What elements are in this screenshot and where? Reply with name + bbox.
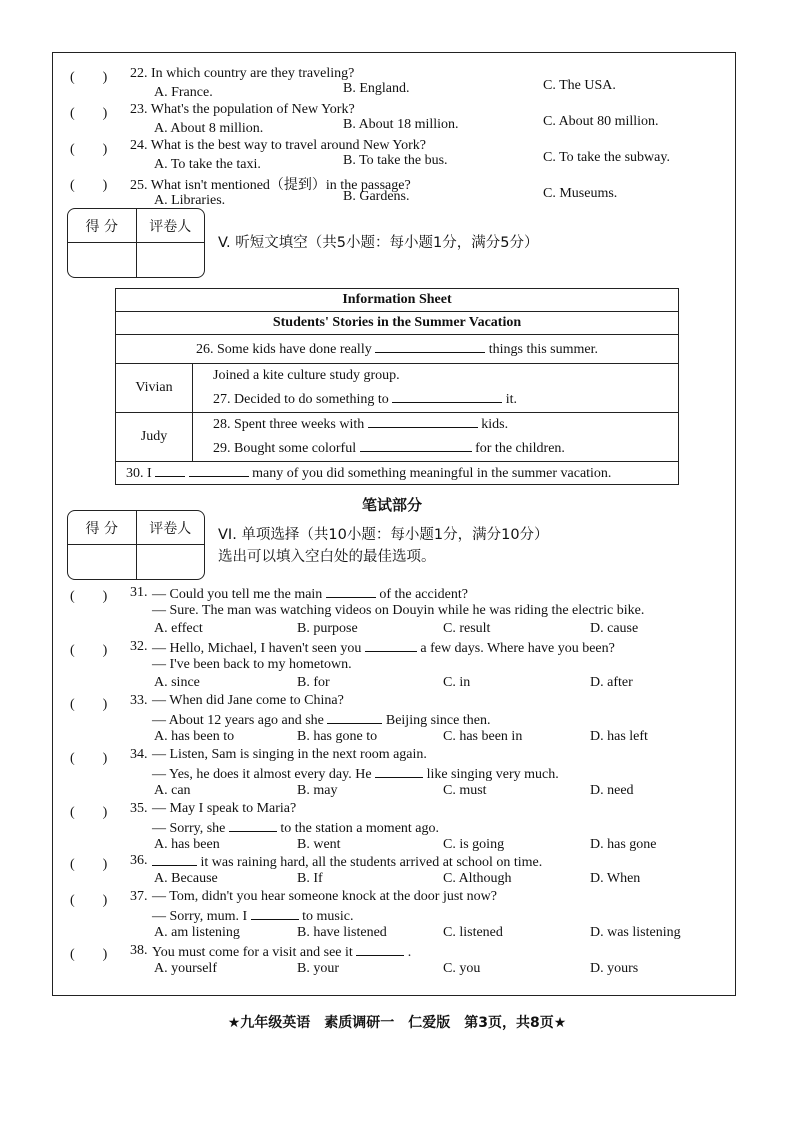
option-b[interactable]: B. Gardens.	[343, 189, 410, 204]
option-a[interactable]: A. Libraries.	[154, 193, 226, 208]
option-c[interactable]: C. must	[443, 783, 487, 798]
option-b[interactable]: B. purpose	[297, 621, 358, 636]
question-number: 32.	[130, 639, 148, 654]
option-c[interactable]: C. About 80 million.	[543, 114, 659, 129]
option-b[interactable]: B. If	[297, 871, 323, 886]
grader-cell[interactable]	[136, 545, 205, 580]
question-line2	[152, 711, 490, 729]
row-q28	[213, 413, 672, 437]
option-b[interactable]: B. your	[297, 961, 339, 976]
q28-blank[interactable]	[368, 415, 478, 428]
question-line1	[152, 747, 427, 763]
question-text-end: of the accident?	[379, 587, 468, 602]
answer-blank[interactable]	[251, 907, 299, 920]
q29-blank[interactable]	[360, 439, 472, 452]
vivian-details	[193, 364, 679, 413]
answer-bracket[interactable]: ( )	[70, 70, 108, 85]
option-d[interactable]: D. yours	[590, 961, 639, 976]
name-judy: Judy	[116, 413, 193, 462]
question-number: 33.	[130, 693, 148, 708]
question-number: 37.	[130, 889, 148, 904]
q28-text: 28. Spent three weeks with	[213, 417, 365, 432]
answer-blank[interactable]	[375, 765, 423, 778]
response-text: — I've been back to my hometown.	[152, 657, 352, 672]
grader-label: 评卷人	[136, 511, 205, 544]
option-c[interactable]: C. Museums.	[543, 186, 618, 201]
option-a[interactable]: A. yourself	[154, 961, 217, 976]
name-vivian: Vivian	[116, 364, 193, 413]
option-a[interactable]: A. To take the taxi.	[154, 157, 261, 172]
option-b[interactable]: B. went	[297, 837, 341, 852]
section6-title: VI. 单项选择（共10小题：每小题1分，满分10分）	[218, 527, 549, 543]
question-line2	[152, 907, 354, 925]
answer-bracket[interactable]: ( )	[70, 857, 108, 872]
option-a[interactable]: A. since	[154, 675, 200, 690]
question-text: — Listen, Sam is singing in the next room again.	[152, 747, 427, 762]
response-text: — Sorry, mum. I	[152, 909, 248, 924]
q26-text: 26. Some kids have done really	[195, 342, 372, 357]
option-c[interactable]: C. is going	[443, 837, 505, 852]
question-text-end: .	[407, 945, 412, 960]
section5-title: V. 听短文填空（共5小题：每小题1分，满分5分）	[218, 235, 539, 251]
option-c[interactable]: C. in	[443, 675, 471, 690]
option-d[interactable]: D. When	[590, 871, 641, 886]
q26-blank[interactable]	[375, 340, 485, 353]
answer-blank[interactable]	[326, 585, 376, 598]
answer-bracket[interactable]: ( )	[70, 643, 108, 658]
option-c[interactable]: C. has been in	[443, 729, 523, 744]
answer-blank[interactable]	[152, 853, 197, 866]
question-text: — Could you tell me the main	[152, 587, 323, 602]
q29-text: 29. Bought some colorful	[213, 441, 357, 456]
q27-blank[interactable]	[392, 390, 502, 403]
q30-blank-2[interactable]	[189, 464, 249, 477]
answer-bracket[interactable]: ( )	[70, 805, 108, 820]
option-a[interactable]: A. About 8 million.	[154, 121, 264, 136]
response-text: — About 12 years ago and she	[152, 713, 324, 728]
question-stem: 22. In which country are they traveling?	[130, 66, 355, 81]
option-d[interactable]: D. cause	[590, 621, 639, 636]
q29-text-end: for the children.	[475, 441, 565, 456]
answer-bracket[interactable]: ( )	[70, 697, 108, 712]
section6-instruction: 选出可以填入空白处的最佳选项。	[218, 549, 436, 565]
q26-text-end: things this summer.	[488, 342, 599, 357]
question-line1	[152, 889, 497, 905]
response-text: — Sorry, she	[152, 821, 226, 836]
option-b[interactable]: B. for	[297, 675, 330, 690]
question-text-end: it was raining hard, all the students arrived at school on time.	[200, 855, 543, 870]
answer-blank[interactable]	[356, 943, 404, 956]
option-b[interactable]: B. may	[297, 783, 338, 798]
question-stem: 23. What's the population of New York?	[130, 102, 355, 117]
question-line1	[152, 693, 344, 709]
q30-text-end: many of you did something meaningful in the summer vacation.	[252, 466, 612, 481]
question-line1	[152, 853, 542, 871]
question-line1	[152, 943, 411, 961]
option-a[interactable]: A. am listening	[154, 925, 240, 940]
option-b[interactable]: B. About 18 million.	[343, 117, 459, 132]
row-q30	[116, 462, 679, 485]
option-b[interactable]: B. has gone to	[297, 729, 378, 744]
option-d[interactable]: D. has gone	[590, 837, 657, 852]
q28-text-end: kids.	[481, 417, 509, 432]
information-sheet-table	[115, 288, 679, 485]
question-line2	[152, 819, 439, 837]
score-box-section6	[67, 510, 205, 580]
question-number: 35.	[130, 801, 148, 816]
response-text: — Sure. The man was watching videos on Douyin while he was riding the electric bike.	[152, 603, 645, 618]
question-line2	[152, 765, 559, 783]
question-number: 36.	[130, 853, 148, 868]
judy-details	[193, 413, 679, 462]
option-b[interactable]: B. England.	[343, 81, 410, 96]
q27-text: 27. Decided to do something to	[213, 392, 389, 407]
q27-text-end: it.	[505, 392, 518, 407]
question-stem: 25. What isn't mentioned（提到）in the passage?	[130, 178, 411, 193]
option-b[interactable]: B. have listened	[297, 925, 387, 940]
grader-cell[interactable]	[136, 243, 205, 278]
answer-bracket[interactable]: ( )	[70, 751, 108, 766]
answer-bracket[interactable]: ( )	[70, 893, 108, 908]
table-subtitle: Students' Stories in the Summer Vacation	[116, 312, 679, 335]
option-d[interactable]: D. need	[590, 783, 634, 798]
question-text: You must come for a visit and see it	[152, 945, 353, 960]
option-c[interactable]: C. result	[443, 621, 491, 636]
option-a[interactable]: A. effect	[154, 621, 203, 636]
question-text: — Hello, Michael, I haven't seen you	[152, 641, 362, 656]
row-q29	[213, 437, 672, 461]
question-text: — When did Jane come to China?	[152, 693, 344, 708]
row-q27	[213, 388, 672, 412]
option-c[interactable]: C. you	[443, 961, 481, 976]
option-d[interactable]: D. has left	[590, 729, 648, 744]
question-text: — May I speak to Maria?	[152, 801, 297, 816]
option-a[interactable]: A. can	[154, 783, 191, 798]
score-cell[interactable]	[68, 243, 136, 278]
option-c[interactable]: C. Although	[443, 871, 512, 886]
response-text: — Yes, he does it almost every day. He	[152, 767, 372, 782]
response-text-end: like singing very much.	[426, 767, 559, 782]
option-c[interactable]: C. listened	[443, 925, 503, 940]
q30-blank-1[interactable]	[155, 464, 185, 477]
score-box-section5	[67, 208, 205, 278]
score-cell[interactable]	[68, 545, 136, 580]
option-a[interactable]: A. France.	[154, 85, 213, 100]
q30-text: 30. I	[126, 466, 152, 481]
question-number: 38.	[130, 943, 148, 958]
question-line1	[152, 585, 468, 603]
answer-bracket[interactable]: ( )	[70, 589, 108, 604]
option-d[interactable]: D. was listening	[590, 925, 681, 940]
written-part-title: 笔试部分	[362, 496, 423, 514]
grader-label: 评卷人	[136, 209, 205, 242]
question-line1	[152, 639, 615, 657]
answer-bracket[interactable]: ( )	[70, 947, 108, 962]
answer-bracket[interactable]: ( )	[70, 178, 108, 193]
score-label: 得 分	[85, 520, 118, 537]
answer-bracket[interactable]: ( )	[70, 142, 108, 157]
response-text-end: Beijing since then.	[385, 713, 491, 728]
question-text: — Tom, didn't you hear someone knock at the door just now?	[152, 889, 498, 904]
option-d[interactable]: D. after	[590, 675, 633, 690]
response-text-end: to music.	[302, 909, 354, 924]
answer-blank[interactable]	[229, 819, 277, 832]
question-number: 31.	[130, 585, 148, 600]
option-b[interactable]: B. To take the bus.	[343, 153, 448, 168]
question-stem: 24. What is the best way to travel around New York?	[130, 138, 427, 153]
question-line2	[152, 603, 644, 619]
option-a[interactable]: A. has been to	[154, 729, 235, 744]
page-footer: ★九年级英语 素质调研一 仁爱版 第3页，共8页★	[227, 1015, 567, 1031]
score-label: 得 分	[85, 218, 118, 235]
option-a[interactable]: A. Because	[154, 871, 218, 886]
row-q26	[116, 335, 679, 364]
answer-bracket[interactable]: ( )	[70, 106, 108, 121]
answer-blank[interactable]	[327, 711, 382, 724]
question-text-end: a few days. Where have you been?	[420, 641, 615, 656]
response-text-end: to the station a moment ago.	[280, 821, 440, 836]
option-a[interactable]: A. has been	[154, 837, 220, 852]
option-c[interactable]: C. To take the subway.	[543, 150, 670, 165]
question-number: 34.	[130, 747, 148, 762]
option-c[interactable]: C. The USA.	[543, 78, 616, 93]
question-line2	[152, 657, 352, 673]
answer-blank[interactable]	[365, 639, 417, 652]
table-title: Information Sheet	[116, 289, 679, 312]
question-line1	[152, 801, 296, 817]
vivian-line1: Joined a kite culture study group.	[213, 368, 400, 383]
